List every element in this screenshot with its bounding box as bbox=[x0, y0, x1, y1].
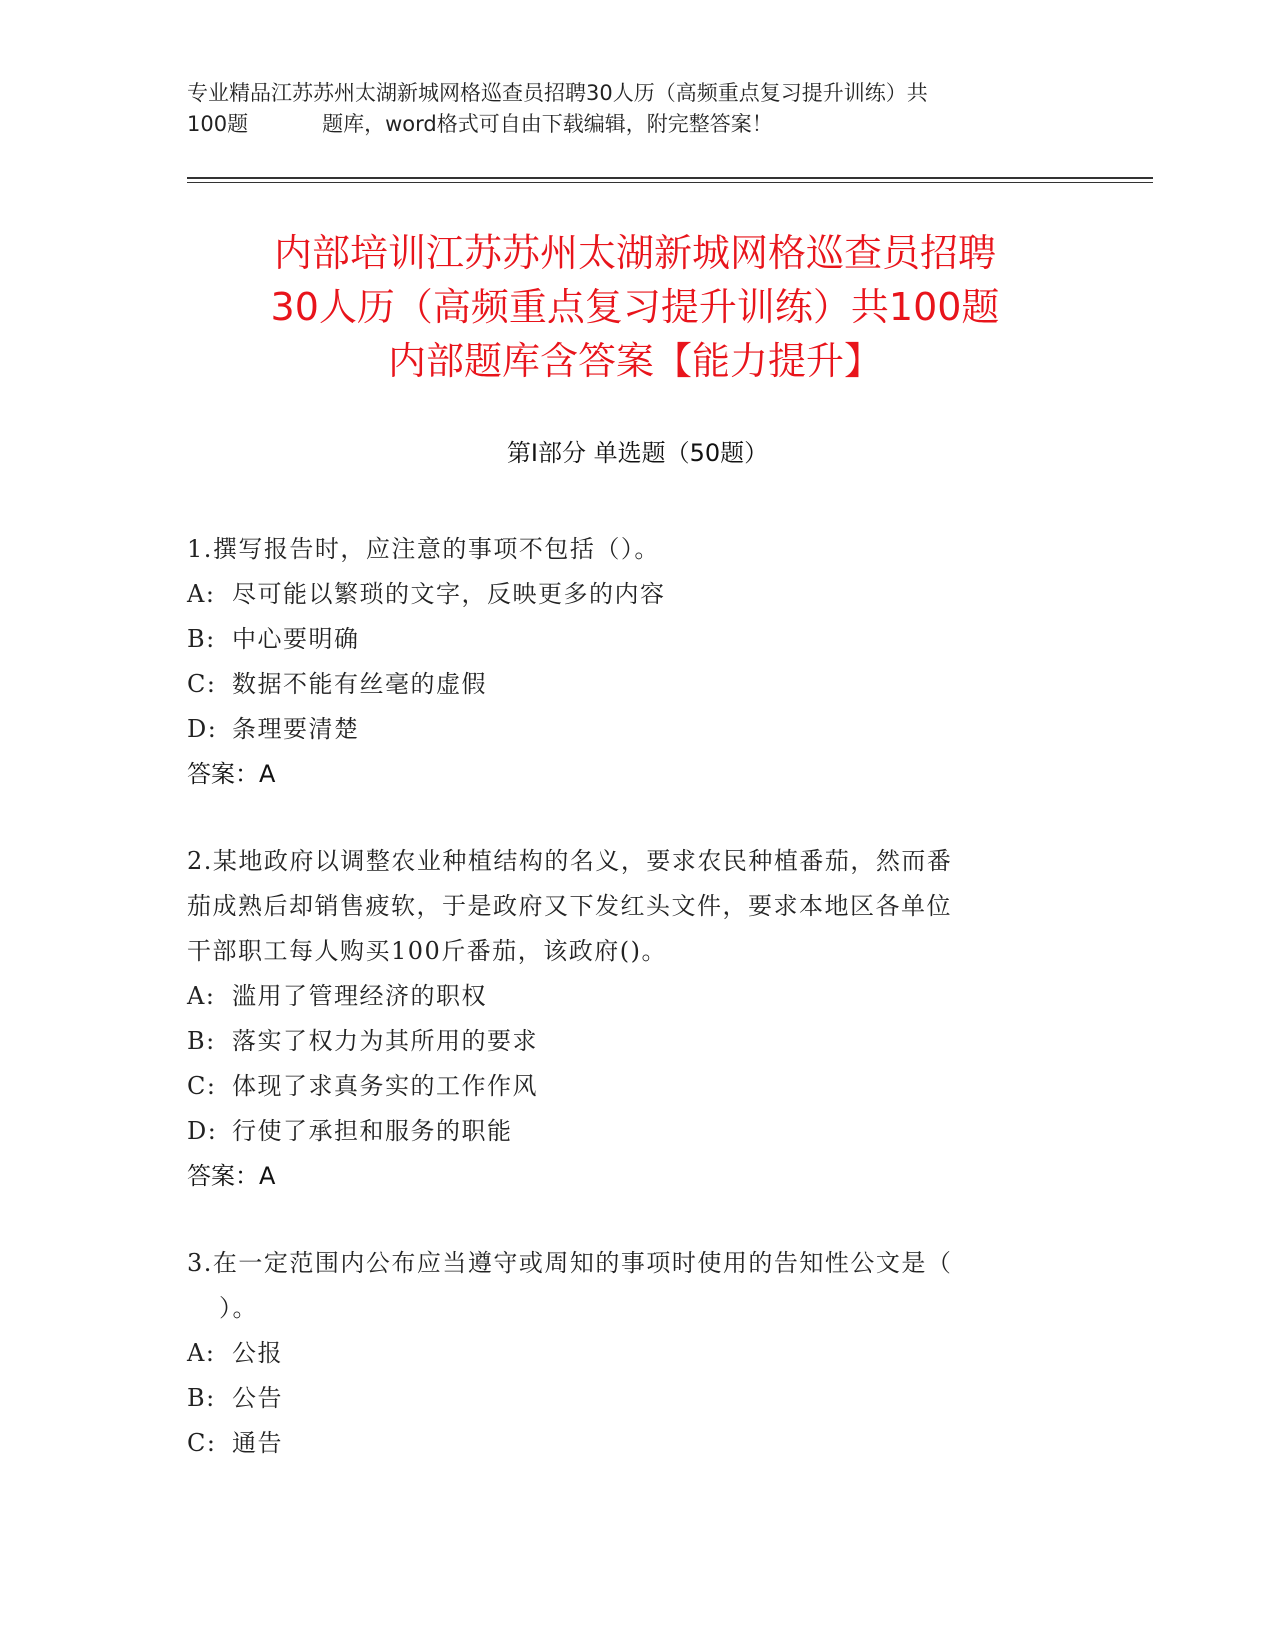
option-c bbox=[187, 1064, 1057, 1109]
option-text: 公报 bbox=[232, 1339, 283, 1367]
question-text-line: 3.在一定范围内公布应当遵守或周知的事项时使用的告知性公文是（ bbox=[187, 1249, 953, 1277]
header-divider-thin bbox=[187, 182, 1153, 183]
option-text: 公告 bbox=[232, 1384, 283, 1412]
question-text-line: 2.某地政府以调整农业种植结构的名义，要求农民种植番茄，然而番 bbox=[187, 847, 953, 875]
option-a bbox=[187, 1331, 1057, 1376]
title-line-2: 30人历（高频重点复习提升训练）共100题 bbox=[270, 285, 1000, 329]
title-line-1: 内部培训江苏苏州太湖新城网格巡查员招聘 bbox=[273, 231, 996, 275]
document-title bbox=[170, 226, 1100, 388]
option-c bbox=[187, 662, 1057, 707]
document-header bbox=[187, 78, 1107, 140]
option-key: B: bbox=[187, 1027, 216, 1055]
option-b bbox=[187, 1376, 1057, 1421]
option-key: B: bbox=[187, 625, 216, 653]
option-b bbox=[187, 1019, 1057, 1064]
question-text-line: 1.撰写报告时，应注意的事项不包括（）。 bbox=[187, 535, 660, 563]
option-key: C: bbox=[187, 670, 217, 698]
option-text: 通告 bbox=[232, 1429, 283, 1457]
question-text-line: 茄成熟后却销售疲软，于是政府又下发红头文件，要求本地区各单位 bbox=[187, 892, 952, 920]
header-line-1: 专业精品江苏苏州太湖新城网格巡查员招聘30人历（高频重点复习提升训练）共 bbox=[187, 81, 928, 105]
header-description: 题库，word格式可自由下载编辑，附完整答案！ bbox=[322, 112, 773, 136]
question-list bbox=[187, 527, 1057, 1508]
option-key: D: bbox=[187, 715, 218, 743]
option-text: 尽可能以繁琐的文字，反映更多的内容 bbox=[232, 580, 666, 608]
question-1 bbox=[187, 527, 1057, 797]
option-key: B: bbox=[187, 1384, 216, 1412]
header-line-2 bbox=[187, 109, 1107, 140]
header-divider-thick bbox=[187, 177, 1153, 179]
answer: 答案：A bbox=[187, 760, 276, 788]
option-key: A: bbox=[187, 982, 216, 1010]
option-key: D: bbox=[187, 1117, 218, 1145]
question-text-line: 干部职工每人购买100斤番茄，该政府()。 bbox=[187, 937, 668, 965]
option-key: C: bbox=[187, 1072, 217, 1100]
answer: 答案：A bbox=[187, 1162, 276, 1190]
option-text: 条理要清楚 bbox=[232, 715, 360, 743]
question-3 bbox=[187, 1241, 1057, 1466]
option-c bbox=[187, 1421, 1057, 1466]
header-question-count: 100题 bbox=[187, 112, 249, 136]
question-text bbox=[187, 1241, 1057, 1331]
question-2 bbox=[187, 839, 1057, 1199]
question-text bbox=[187, 839, 1057, 974]
option-d bbox=[187, 707, 1057, 752]
option-text: 中心要明确 bbox=[232, 625, 360, 653]
option-key: A: bbox=[187, 1339, 216, 1367]
option-text: 落实了权力为其所用的要求 bbox=[232, 1027, 538, 1055]
option-a bbox=[187, 974, 1057, 1019]
section-heading: 第Ⅰ部分 单选题（50题） bbox=[506, 439, 769, 467]
option-key: C: bbox=[187, 1429, 217, 1457]
option-text: 数据不能有丝毫的虚假 bbox=[232, 670, 487, 698]
question-text-line: ）。 bbox=[219, 1294, 258, 1322]
option-text: 行使了承担和服务的职能 bbox=[232, 1117, 513, 1145]
option-d bbox=[187, 1109, 1057, 1154]
option-text: 体现了求真务实的工作作风 bbox=[232, 1072, 538, 1100]
option-b bbox=[187, 617, 1057, 662]
title-line-3: 内部题库含答案【能力提升】 bbox=[387, 339, 882, 383]
question-text bbox=[187, 527, 1057, 572]
option-key: A: bbox=[187, 580, 216, 608]
option-a bbox=[187, 572, 1057, 617]
option-text: 滥用了管理经济的职权 bbox=[232, 982, 487, 1010]
